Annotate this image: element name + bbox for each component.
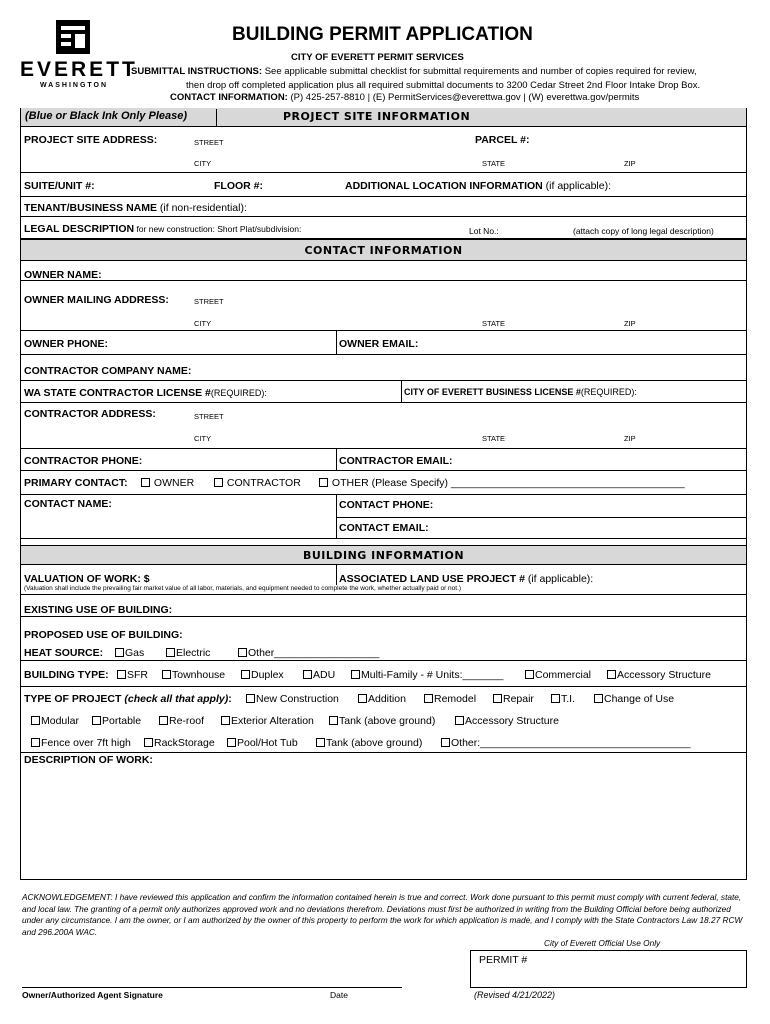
site-address-row[interactable] bbox=[21, 127, 746, 173]
p-new-option[interactable] bbox=[246, 693, 339, 705]
p-fence-text: Fence over 7ft high bbox=[41, 737, 131, 749]
assoc-label: ASSOCIATED LAND USE PROJECT # bbox=[339, 573, 525, 585]
p-reroof-option[interactable] bbox=[159, 715, 204, 727]
bt-adu-text: ADU bbox=[313, 669, 336, 681]
city-sublabel: CITY bbox=[194, 159, 212, 168]
logo-sub: WASHINGTON bbox=[39, 82, 109, 89]
legal-row[interactable] bbox=[21, 217, 746, 239]
date-label: Date bbox=[330, 990, 348, 1000]
checkbox-icon[interactable] bbox=[214, 478, 223, 487]
zip-sublabel: ZIP bbox=[624, 159, 636, 168]
permit-number-label: PERMIT # bbox=[479, 954, 528, 966]
primary-contact-row[interactable] bbox=[21, 471, 746, 495]
primary-owner-text: OWNER bbox=[153, 477, 195, 489]
logo-mark-icon bbox=[56, 20, 90, 54]
wa-license-label: WA STATE CONTRACTOR LICENSE # bbox=[24, 387, 211, 399]
checkbox-icon[interactable] bbox=[141, 478, 150, 487]
valuation-label: VALUATION OF WORK: $ bbox=[24, 573, 150, 585]
contact-info-label: CONTACT INFORMATION: bbox=[170, 92, 288, 103]
description-box[interactable] bbox=[21, 753, 746, 880]
checkbox-icon[interactable] bbox=[455, 716, 464, 725]
p-pool-option[interactable] bbox=[227, 737, 298, 749]
heat-electric-text: Electric bbox=[176, 647, 211, 659]
contact-name-label: CONTACT NAME: bbox=[24, 498, 112, 510]
contact-info-text: (P) 425-257-8810 | (E) PermitServices@everettwa.gov | (W) everettwa.gov/permits bbox=[287, 92, 640, 103]
p-change-of-use-text: Change of Use bbox=[604, 693, 675, 705]
bt-multi-option[interactable] bbox=[351, 669, 503, 681]
suite-label: SUITE/UNIT #: bbox=[24, 180, 95, 192]
bt-duplex-text: Duplex bbox=[251, 669, 284, 681]
bt-townhouse-text: Townhouse bbox=[172, 669, 226, 681]
contact-email-label: CONTACT EMAIL: bbox=[339, 522, 429, 534]
primary-other-text: OTHER (Please Specify) ________________________________________ bbox=[331, 477, 685, 489]
p-other-text: Other:____________________________________ bbox=[451, 737, 691, 749]
proposed-use-label: PROPOSED USE OF BUILDING: bbox=[24, 629, 183, 641]
city-sublabel: CITY bbox=[194, 319, 212, 328]
contractor-email-label: CONTRACTOR EMAIL: bbox=[339, 455, 453, 467]
floor-label: FLOOR #: bbox=[214, 180, 263, 192]
heat-gas-text: Gas bbox=[125, 647, 145, 659]
page-title: BUILDING PERMIT APPLICATION bbox=[232, 24, 533, 45]
city-license-label: CITY OF EVERETT BUSINESS LICENSE # bbox=[404, 387, 581, 397]
checkbox-icon[interactable] bbox=[607, 670, 616, 679]
primary-contractor-text: CONTRACTOR bbox=[226, 477, 301, 489]
project-type-note: (check all that apply) bbox=[121, 693, 229, 705]
bt-townhouse-option[interactable] bbox=[162, 669, 225, 681]
official-use-label: City of Everett Official Use Only bbox=[544, 938, 661, 948]
checkbox-icon[interactable] bbox=[221, 716, 230, 725]
p-remodel-option[interactable] bbox=[424, 693, 476, 705]
checkbox-icon[interactable] bbox=[31, 716, 40, 725]
checkbox-icon[interactable] bbox=[92, 716, 101, 725]
p-repair-option[interactable] bbox=[493, 693, 534, 705]
bt-duplex-option[interactable] bbox=[241, 669, 284, 681]
checkbox-icon[interactable] bbox=[159, 716, 168, 725]
building-section-title: BUILDING INFORMATION bbox=[21, 545, 746, 565]
state-sublabel: STATE bbox=[482, 434, 506, 443]
bt-accessory-option[interactable] bbox=[607, 669, 711, 681]
valuation-note: (Valuation shall include the prevailing fair market value of all labor, materials, and equipment needed to complete the work, whether actually paid or not.) bbox=[24, 585, 462, 592]
checkbox-icon[interactable] bbox=[493, 694, 502, 703]
owner-email-label: OWNER EMAIL: bbox=[339, 338, 419, 350]
bt-commercial-text: Commercial bbox=[535, 669, 592, 681]
additional-location-note: (if applicable): bbox=[542, 180, 612, 192]
p-tank-option[interactable] bbox=[329, 715, 435, 727]
p-reroof-text: Re-roof bbox=[169, 715, 205, 727]
signature-label: Owner/Authorized Agent Signature bbox=[22, 990, 163, 1000]
zip-sublabel: ZIP bbox=[624, 434, 636, 443]
checkbox-icon[interactable] bbox=[238, 648, 247, 657]
heat-source-label: HEAT SOURCE: bbox=[24, 647, 104, 659]
existing-use-label: EXISTING USE OF BUILDING: bbox=[24, 604, 173, 616]
checkbox-icon[interactable] bbox=[303, 670, 312, 679]
bt-adu-option[interactable] bbox=[303, 669, 335, 681]
p-tank2-text: Tank (above ground) bbox=[326, 737, 423, 749]
lot-label: Lot No.: bbox=[469, 226, 499, 236]
p-other-option[interactable] bbox=[441, 737, 690, 749]
building-type-row[interactable] bbox=[21, 661, 746, 687]
checkbox-icon[interactable] bbox=[441, 738, 450, 747]
owner-address-label: OWNER MAILING ADDRESS: bbox=[24, 294, 169, 306]
checkbox-icon[interactable] bbox=[117, 670, 126, 679]
zip-sublabel: ZIP bbox=[624, 319, 636, 328]
p-new-text: New Construction bbox=[256, 693, 339, 705]
owner-phone-label: OWNER PHONE: bbox=[24, 338, 108, 350]
checkbox-icon[interactable] bbox=[358, 694, 367, 703]
p-accessory-text: Accessory Structure bbox=[465, 715, 559, 727]
checkbox-icon[interactable] bbox=[319, 478, 328, 487]
revised-label: (Revised 4/21/2022) bbox=[474, 990, 556, 1000]
additional-location-text: ADDITIONAL LOCATION INFORMATION bbox=[345, 180, 543, 192]
primary-contractor-option[interactable] bbox=[214, 477, 301, 489]
site-section-header bbox=[21, 108, 746, 127]
site-section-title: PROJECT SITE INFORMATION bbox=[283, 110, 471, 123]
instructions-text-2: then drop off completed application plus all required submittal documents to 3200 Cedar Street 2nd Floor Intake Drop Box. bbox=[186, 80, 701, 91]
owner-name-row[interactable] bbox=[21, 261, 746, 281]
p-addition-option[interactable] bbox=[358, 693, 406, 705]
primary-contact-label: PRIMARY CONTACT: bbox=[24, 477, 128, 489]
city-sublabel: CITY bbox=[194, 434, 212, 443]
p-remodel-text: Remodel bbox=[434, 693, 477, 705]
p-tank2-option[interactable] bbox=[316, 737, 422, 749]
checkbox-icon[interactable] bbox=[115, 648, 124, 657]
legal-label: LEGAL DESCRIPTION bbox=[24, 223, 135, 235]
street-sublabel: STREET bbox=[194, 138, 224, 147]
checkbox-icon[interactable] bbox=[594, 694, 603, 703]
header-subtitle: CITY OF EVERETT PERMIT SERVICES bbox=[291, 52, 464, 63]
wa-license-req: (REQUIRED): bbox=[210, 388, 267, 398]
tenant-row[interactable] bbox=[21, 197, 746, 217]
checkbox-icon[interactable] bbox=[551, 694, 560, 703]
tenant-label: TENANT/BUSINESS NAME bbox=[24, 202, 158, 214]
owner-phone-row[interactable] bbox=[21, 331, 746, 355]
checkbox-icon[interactable] bbox=[424, 694, 433, 703]
parcel-label: PARCEL #: bbox=[475, 134, 530, 146]
bt-sfr-text: SFR bbox=[127, 669, 148, 681]
valuation-row[interactable] bbox=[21, 565, 746, 595]
existing-use-row[interactable] bbox=[21, 595, 746, 617]
bt-sfr-option[interactable] bbox=[117, 669, 148, 681]
checkbox-icon[interactable] bbox=[227, 738, 236, 747]
bt-commercial-option[interactable] bbox=[525, 669, 591, 681]
checkbox-icon[interactable] bbox=[162, 670, 171, 679]
contact-phone-label: CONTACT PHONE: bbox=[339, 499, 434, 511]
checkbox-icon[interactable] bbox=[329, 716, 338, 725]
heat-other-text: Other__________________ bbox=[248, 647, 380, 659]
p-ti-option[interactable] bbox=[551, 693, 575, 705]
contractor-address-row[interactable] bbox=[21, 403, 746, 449]
p-rack-text: RackStorage bbox=[154, 737, 215, 749]
p-change-of-use-option[interactable] bbox=[594, 693, 674, 705]
p-portable-option[interactable] bbox=[92, 715, 141, 727]
company-row[interactable] bbox=[21, 361, 746, 381]
description-label: DESCRIPTION OF WORK: bbox=[24, 754, 153, 766]
p-modular-text: Modular bbox=[41, 715, 79, 727]
assoc-note: (if applicable): bbox=[524, 573, 594, 585]
building-type-label: BUILDING TYPE: bbox=[24, 669, 109, 681]
contractor-phone-row[interactable] bbox=[21, 449, 746, 471]
permit-form bbox=[20, 108, 747, 880]
checkbox-icon[interactable] bbox=[525, 670, 534, 679]
site-address-label: PROJECT SITE ADDRESS: bbox=[24, 134, 158, 146]
suite-row[interactable] bbox=[21, 173, 746, 197]
owner-name-label: OWNER NAME: bbox=[24, 269, 102, 281]
logo-word: EVERETT bbox=[20, 58, 138, 81]
p-repair-text: Repair bbox=[503, 693, 534, 705]
checkbox-icon[interactable] bbox=[144, 738, 153, 747]
checkbox-icon[interactable] bbox=[241, 670, 250, 679]
acknowledgement-text: ACKNOWLEDGEMENT: I have reviewed this application and confirm the information contained herein is true and correct. Work done pursuant to this permit must comply with current federal, state, and local law. The granting of a permit only authorizes approved work and no deviations therefrom. Deviations must first be authorized in writing from the Building Official before being authorized under any circumstance. I am the owner, or I am authorized by the owner of this property to perform the work for which application is made, and I comply with the State Contractors Law 18.27 RCW and 296.200A WAC. bbox=[22, 892, 743, 937]
project-type-label: TYPE OF PROJECT bbox=[24, 693, 122, 705]
bt-accessory-text: Accessory Structure bbox=[617, 669, 711, 681]
instructions-label: SUBMITTAL INSTRUCTIONS: bbox=[131, 66, 263, 77]
project-type-row[interactable]: TYPE OF PROJECT (check all that apply): New Construction Addition Remodel Repair T.I. Change of Use Modular Portable Re-roof Exterior Alteration Tank (above ground) Accessory Structure Fence over 7ft high RackStorage Pool/Hot Tub Tank (above ground) Other:____________________________________ bbox=[21, 687, 746, 753]
checkbox-icon[interactable] bbox=[246, 694, 255, 703]
p-exterior-option[interactable] bbox=[221, 715, 314, 727]
heat-other-option[interactable] bbox=[238, 647, 379, 659]
checkbox-icon[interactable] bbox=[31, 738, 40, 747]
p-modular-option[interactable] bbox=[31, 715, 79, 727]
p-portable-text: Portable bbox=[102, 715, 142, 727]
checkbox-icon[interactable] bbox=[351, 670, 360, 679]
p-accessory-option[interactable] bbox=[455, 715, 559, 727]
contact-section-title: CONTACT INFORMATION bbox=[21, 239, 746, 261]
p-rack-option[interactable] bbox=[144, 737, 215, 749]
contractor-address-label: CONTRACTOR ADDRESS: bbox=[24, 408, 156, 420]
heat-electric-option[interactable] bbox=[166, 647, 210, 659]
permit-number-box[interactable] bbox=[470, 950, 747, 988]
additional-location-label bbox=[345, 180, 611, 192]
license-row[interactable] bbox=[21, 381, 746, 403]
bt-multi-text: Multi-Family - # Units:_______ bbox=[361, 669, 504, 681]
everett-logo bbox=[18, 18, 138, 90]
p-ti-text: T.I. bbox=[561, 693, 576, 705]
state-sublabel: STATE bbox=[482, 319, 506, 328]
state-sublabel: STATE bbox=[482, 159, 506, 168]
heat-gas-option[interactable] bbox=[115, 647, 144, 659]
street-sublabel: STREET bbox=[194, 297, 224, 306]
primary-owner-option[interactable] bbox=[141, 477, 194, 489]
company-label: CONTRACTOR COMPANY NAME: bbox=[24, 365, 192, 377]
street-sublabel: STREET bbox=[194, 412, 224, 421]
instructions-text: See applicable submittal checklist for submittal requirements and number of copies required for review, bbox=[262, 66, 697, 77]
proposed-use-row[interactable] bbox=[21, 617, 746, 661]
attach-note: (attach copy of long legal description) bbox=[573, 226, 714, 236]
p-addition-text: Addition bbox=[368, 693, 406, 705]
primary-other-option[interactable] bbox=[319, 477, 685, 489]
owner-address-row[interactable] bbox=[21, 281, 746, 331]
p-pool-text: Pool/Hot Tub bbox=[237, 737, 298, 749]
tenant-note: (if non-residential): bbox=[157, 202, 247, 214]
signature-line[interactable] bbox=[22, 987, 402, 988]
contact-name-row[interactable] bbox=[21, 495, 746, 539]
p-exterior-text: Exterior Alteration bbox=[231, 715, 314, 727]
p-fence-option[interactable] bbox=[31, 737, 131, 749]
legal-note: for new construction: Short Plat/subdivision: bbox=[134, 224, 302, 234]
checkbox-icon[interactable] bbox=[166, 648, 175, 657]
contractor-phone-label: CONTRACTOR PHONE: bbox=[24, 455, 143, 467]
p-tank-text: Tank (above ground) bbox=[339, 715, 436, 727]
checkbox-icon[interactable] bbox=[316, 738, 325, 747]
ink-note: (Blue or Black Ink Only Please) bbox=[25, 110, 188, 122]
city-license-req: (REQUIRED): bbox=[580, 387, 637, 397]
